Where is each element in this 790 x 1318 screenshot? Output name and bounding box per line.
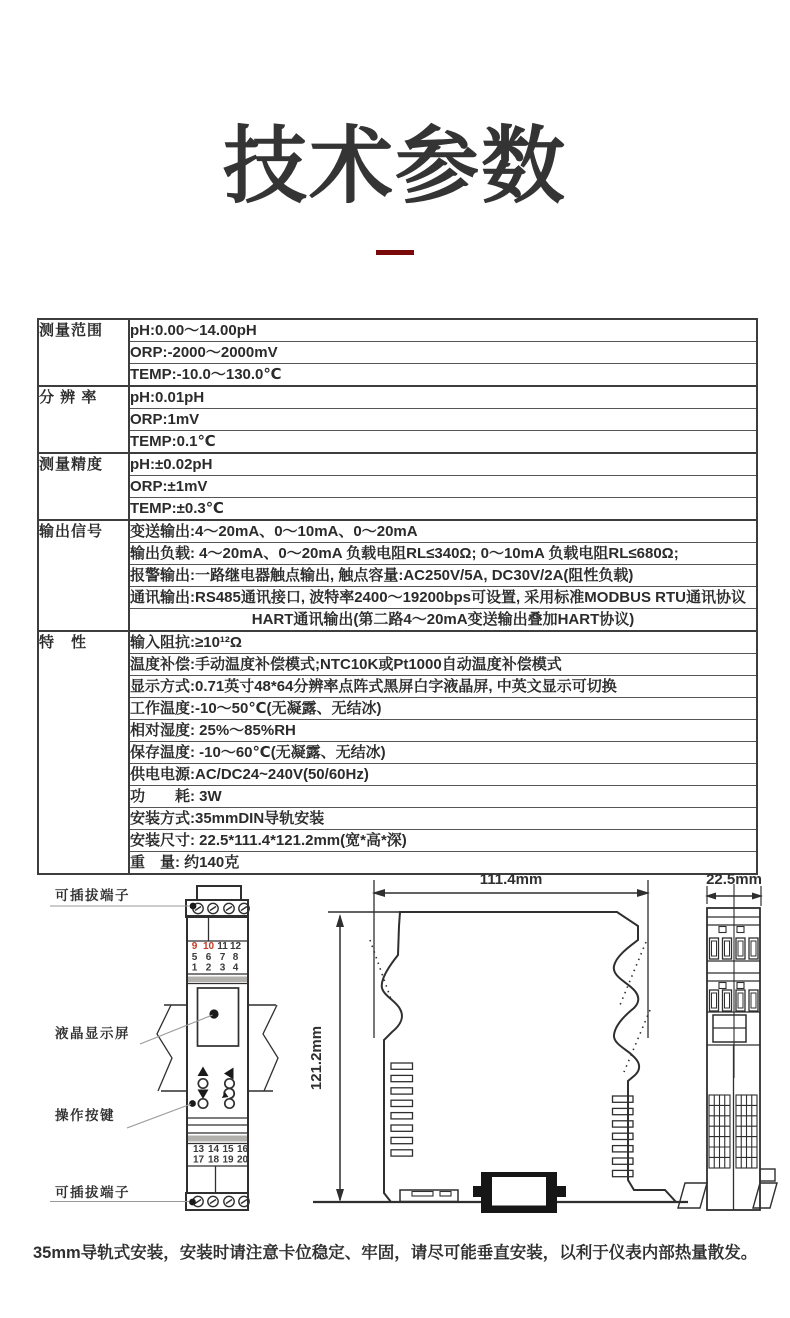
dimension-drawings [0,860,790,1235]
spec-value: 相对湿度: 25%～85%RH [129,720,757,742]
svg-text:20: 20 [236,1154,249,1166]
table-row [38,319,757,342]
spec-value: 通讯输出:RS485通讯接口, 波特率2400～19200bps可设置, 采用标准MODBUS RTU通讯协议 [129,587,757,609]
table-row [38,520,757,543]
spec-value: 输入阻抗:≥10¹²Ω [129,631,757,654]
svg-text:15: 15 [222,1144,234,1155]
table-row [38,476,757,498]
spec-value: pH:0.00～14.00pH [129,319,757,342]
svg-text:5: 5 [191,952,198,963]
table-row [38,543,757,565]
table-row [38,431,757,454]
page-title: 技术参数 [222,119,567,213]
table-row [38,587,757,609]
spec-value: 重 量: 约140克 [129,852,757,875]
svg-text:13: 13 [192,1144,205,1155]
spec-value: 保存温度: -10～60℃(无凝露、无结冰) [129,742,757,764]
label-lcd-screen: 液晶显示屏 [55,1026,130,1041]
svg-text:8: 8 [232,952,239,963]
svg-text:3: 3 [219,962,226,974]
spec-value: 工作温度:-10～50℃(无凝露、无结冰) [129,698,757,720]
label-pluggable-terminal-top: 可插拔端子 [55,888,130,903]
table-row [38,342,757,364]
label-operation-buttons: 操作按键 [55,1108,115,1123]
spec-value: TEMP:±0.3℃ [129,498,757,521]
svg-text:18: 18 [207,1154,220,1166]
table-row [38,409,757,431]
spec-value: TEMP:-10.0～130.0℃ [129,364,757,387]
svg-text:6: 6 [205,952,212,963]
table-row [38,609,757,632]
side-view-drawing [308,871,688,1213]
svg-text:14: 14 [207,1144,220,1155]
spec-group-label: 输出信号 [38,520,129,631]
spec-value: 安装方式:35mmDIN导轨安装 [129,808,757,830]
terminal-numbers-top [192,941,242,974]
spec-group-label: 特 性 [38,631,129,874]
svg-text:9: 9 [191,941,198,952]
spec-value: 报警输出:一路继电器触点输出, 触点容量:AC250V/5A, DC30V/2A(阻性负载) [129,565,757,587]
down-arrow-icon [198,1090,209,1100]
label-pluggable-terminal-bottom: 可插拔端子 [55,1185,130,1200]
din-clip [400,1190,458,1202]
terminal-numbers-bottom [193,1144,249,1166]
svg-text:2: 2 [205,962,212,974]
table-row [38,654,757,676]
svg-text:4: 4 [232,962,239,974]
din-rail-block [473,1172,566,1213]
terminal-screws-bottom [193,1196,249,1206]
end-view-drawing [678,871,777,1210]
spec-value: pH:±0.02pH [129,453,757,476]
rail-break [678,1169,777,1208]
table-row [38,808,757,830]
spec-group-label: 测量范围 [38,319,129,386]
spec-table [37,318,758,875]
spec-value: ORP:1mV [129,409,757,431]
svg-text:11: 11 [217,941,228,952]
left-arrow-icon [224,1068,234,1080]
spec-value: 显示方式:0.71英寸48*64分辨率点阵式黑屏白字液晶屏, 中英文显示可切换 [129,676,757,698]
table-row [38,676,757,698]
terminal-screws-top [193,903,249,913]
vent-slots [391,1063,633,1177]
install-note: 35mm导轨式安装，安装时请注意卡位稳定、牢固，请尽可能垂直安装，以利于仪表内部热量散发。 [33,1244,758,1262]
table-row [38,631,757,654]
spec-value: ORP:±1mV [129,476,757,498]
svg-text:17: 17 [192,1154,205,1166]
spec-value: 供电电源:AC/DC24~240V(50/60Hz) [129,764,757,786]
up-arrow-icon [198,1067,209,1077]
table-row [38,698,757,720]
spec-group-label: 分 辨 率 [38,386,129,453]
title-underline-accent [376,250,414,255]
spec-value: 功 耗: 3W [129,786,757,808]
dimension-121-2: 121.2mm [308,1025,325,1091]
svg-text:12: 12 [229,941,242,952]
svg-text:7: 7 [219,952,226,963]
spec-value: TEMP:0.1℃ [129,431,757,454]
spec-value: 输出负载: 4～20mA、0～20mA 负载电阻RL≤340Ω; 0～10mA 负载电阻RL≤680Ω; [129,543,757,565]
svg-text:19: 19 [222,1154,234,1166]
leader-lines [50,906,213,1202]
spec-value: 变送输出:4～20mA、0～10mA、0～20mA [129,520,757,543]
svg-text:1: 1 [191,962,198,974]
dimension-111-4: 111.4mm [479,871,543,888]
table-row [38,786,757,808]
spec-value: 安装尺寸: 22.5*111.4*121.2mm(宽*高*深) [129,830,757,852]
spec-group-label: 测量精度 [38,453,129,520]
svg-text:10: 10 [202,941,215,952]
operation-buttons [198,1067,235,1109]
spec-value: HART通讯输出(第二路4～20mA变送输出叠加HART协议) [129,609,757,632]
table-row [38,498,757,521]
front-view-drawing [50,886,278,1210]
dimension-22-5: 22.5mm [706,871,762,888]
spec-value: 温度补偿:手动温度补偿模式;NTC10K或Pt1000自动温度补偿模式 [129,654,757,676]
table-row [38,453,757,476]
table-row [38,720,757,742]
table-row [38,364,757,387]
table-row [38,386,757,409]
spec-value: pH:0.01pH [129,386,757,409]
lcd-screen [198,988,239,1046]
spec-value: ORP:-2000～2000mV [129,342,757,364]
table-row [38,742,757,764]
table-row [38,830,757,852]
svg-text:16: 16 [236,1144,249,1155]
table-row [38,764,757,786]
table-row [38,565,757,587]
